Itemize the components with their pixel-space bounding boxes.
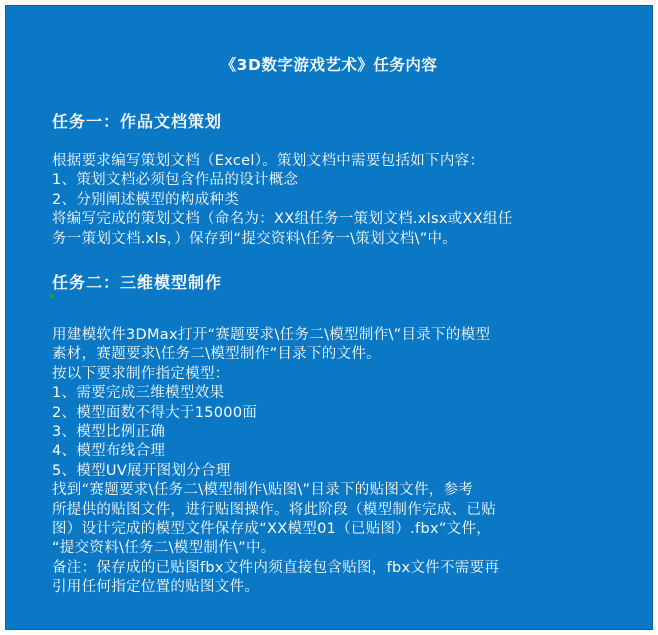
task2-line: 用建模软件3DMax打开“赛题要求\任务二\模型制作\”目录下的模型: [52, 327, 491, 343]
task1-line: 务一策划文档.xls，）保存到“提交资料\任务一\策划文档\”中。: [52, 230, 458, 247]
task2-line: 图）设计完成的模型文件保存成“XX模型01（已贴图）.fbx”文件，: [52, 521, 492, 538]
task1-heading: 任务一：作品文档策划: [52, 112, 223, 131]
task1-line: 根据要求编写策划文档（Excel）。策划文档中需要包括如下内容：: [52, 153, 485, 169]
task2-line: 5、模型UV展开图划分合理: [52, 462, 231, 479]
task1-line: 1、策划文档必须包含作品的设计概念: [52, 172, 299, 189]
task2-line: 所提供的贴图文件，进行贴图操作。将此阶段（模型制作完成、已贴: [52, 501, 496, 518]
task2-line: 素材，赛题要求\任务二\模型制作”目录下的文件。: [52, 346, 381, 363]
task1-body: [52, 152, 622, 249]
green-mark: [49, 293, 55, 299]
task2-line: 按以下要求制作指定模型：: [52, 365, 230, 382]
task2-heading: 任务二：三维模型制作: [52, 273, 223, 292]
task2-line: 3、模型比例正确: [52, 424, 166, 441]
task2-line: 引用任何指定位置的贴图文件。: [52, 579, 260, 596]
task2-line: 备注：保存成的已贴图fbx文件内须直接包含贴图，fbx文件不需要再: [52, 559, 500, 576]
task2-line: 找到“赛题要求\任务二\模型制作\贴图\”目录下的贴图文件，参考: [52, 482, 474, 499]
task2-line: 4、模型布线合理: [52, 443, 166, 460]
task2-line: “提交资料\任务二\模型制作\”中。: [52, 540, 276, 557]
task1-line: 将编写完成的策划文档（命名为：XX组任务一策划文档.xlsx或XX组任: [52, 211, 513, 228]
document-title: 《3D数字游戏艺术》任务内容: [220, 56, 438, 74]
task2-line: 1、需要完成三维模型效果: [52, 385, 225, 402]
document-panel: [5, 5, 653, 630]
task1-line: 2、分别阐述模型的构成种类: [52, 191, 240, 208]
task2-line: 2、模型面数不得大于15000面: [52, 404, 258, 421]
task2-body: [52, 326, 622, 598]
